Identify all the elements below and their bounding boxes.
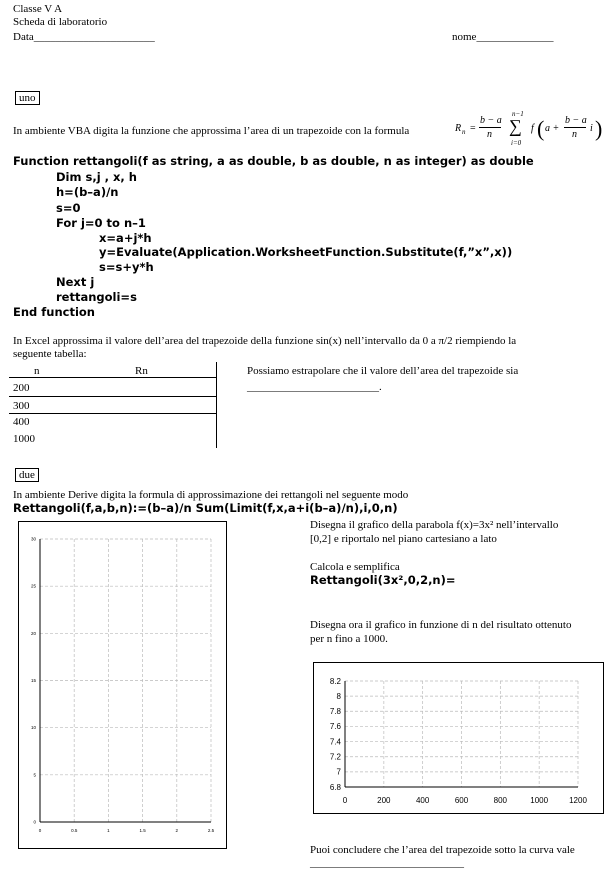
calcola-formula: Rettangoli(3x²,0,2,n)=: [310, 573, 456, 587]
code-line: End function: [13, 305, 95, 319]
parabola-chart-x-tick-label: 1: [107, 828, 110, 833]
parabola-chart-x-tick-label: 2.5: [207, 828, 215, 833]
vba-intro: In ambiente VBA digita la funzione che approssima l’area di un trapezoide con la formula: [13, 125, 410, 137]
name-field: nome______________: [452, 31, 554, 43]
parabola-chart-x-tick-label: 0.5: [71, 828, 78, 833]
code-line: Function rettangoli(f as string, a as double, b as double, n as integer) as double: [13, 154, 534, 168]
code-line: rettangoli=s: [56, 290, 137, 304]
extrapolate-text: Possiamo estrapolare che il valore dell’area del trapezoide sia: [247, 365, 519, 377]
excel-instruction: In Excel approssima il valore dell’area del trapezoide della funzione sin(x) nell’intervallo da 0 a π/2 riempiendo la: [13, 335, 517, 347]
derive-intro: In ambiente Derive digita la formula di approssimazione dei rettangoli nel seguente modo: [13, 489, 409, 501]
table-header-rn: Rn: [135, 365, 148, 377]
code-line: h=(b–a)/n: [56, 185, 119, 199]
date-field: Data______________________: [13, 31, 155, 43]
convergence-chart-x-tick-label: 400: [415, 796, 430, 805]
parabola-chart-y-tick-label: 25: [30, 583, 36, 589]
table-row-n: 200: [13, 382, 30, 394]
excel-instruction-2: seguente tabella:: [13, 348, 87, 360]
parabola-chart-plot: [19, 522, 226, 848]
parabola-chart: [18, 521, 227, 849]
parabola-chart-x-tick-label: 1.5: [139, 828, 146, 833]
pi-half: π/2: [438, 335, 453, 347]
code-line: x=a+j*h: [99, 231, 152, 245]
parabola-chart-y-tick-label: 15: [30, 678, 36, 684]
worksheet-title: Scheda di laboratorio: [13, 16, 108, 28]
convergence-chart-x-tick-label: 200: [377, 796, 391, 805]
code-line: s=s+y*h: [99, 260, 154, 274]
table-row-n: 1000: [13, 433, 35, 445]
code-line: y=Evaluate(Application.WorksheetFunction.Substitute(f,”x”,x)): [99, 245, 513, 259]
table-header-n: n: [34, 365, 40, 377]
parabola-instruction-2: [0,2] e riportalo nel piano cartesiano a lato: [310, 533, 497, 545]
table-row-n: 300: [13, 400, 30, 412]
derive-formula: Rettangoli(f,a,b,n):=(b–a)/n Sum(Limit(f,x,a+i(b–a)/n),i,0,n): [13, 501, 398, 515]
class-label: Classe V A: [13, 3, 63, 15]
code-line: Dim s,j , x, h: [56, 170, 137, 184]
table-row-n: 400: [13, 416, 30, 428]
extrapolate-answer-line: ________________________.: [247, 381, 382, 393]
parabola-chart-x-tick-label: 2: [175, 828, 179, 833]
graph-n-instruction: Disegna ora il grafico in funzione di n del risultato ottenuto: [310, 619, 572, 631]
code-line: For j=0 to n–1: [56, 216, 146, 230]
convergence-chart-x-tick-label: 1200: [569, 796, 587, 805]
convergence-chart-y-tick-label: 7.8: [329, 707, 341, 717]
parabola-chart-y-tick-label: 20: [30, 630, 36, 636]
convergence-chart: [313, 662, 604, 814]
convergence-chart-x-tick-label: 800: [493, 796, 508, 805]
convergence-chart-y-tick-label: 7.4: [329, 737, 341, 747]
calcola-label: Calcola e semplifica: [310, 561, 400, 573]
convergence-chart-x-tick-label: 600: [454, 796, 469, 805]
parabola-chart-y-tick-label: 10: [30, 725, 36, 731]
parabola-chart-y-tick-label: 0: [33, 819, 36, 825]
convergence-chart-y-tick-label: 8: [336, 691, 341, 701]
rn-formula: R n = b − a n n−1 ∑ i=0 f ( a + b − a n i ): [455, 110, 603, 147]
convergence-chart-x-tick-label: 1000: [530, 796, 549, 805]
code-line: Next j: [56, 275, 95, 289]
conclusion-answer-line: ____________________________: [310, 857, 464, 869]
parabola-instruction: Disegna il grafico della parabola f(x)=3x² nell’intervallo: [310, 519, 559, 531]
parabola-chart-x-tick-label: 0: [38, 828, 42, 833]
convergence-chart-x-tick-label: 0: [342, 796, 348, 805]
convergence-chart-y-tick-label: 7.2: [329, 752, 341, 762]
convergence-chart-y-tick-label: 7.6: [329, 722, 341, 732]
section-badge-due: due: [15, 468, 39, 482]
conclusion-text: Puoi concludere che l’area del trapezoide sotto la curva vale: [310, 844, 575, 856]
convergence-chart-y-tick-label: 8.2: [329, 676, 341, 686]
parabola-chart-y-tick-label: 5: [33, 772, 36, 778]
convergence-chart-y-tick-label: 7: [336, 767, 341, 777]
parabola-chart-y-tick-label: 30: [30, 536, 36, 542]
convergence-chart-y-tick-label: 6.8: [329, 782, 341, 792]
code-line: s=0: [56, 201, 81, 215]
section-badge-uno: uno: [15, 91, 40, 105]
convergence-chart-plot: [314, 663, 603, 813]
graph-n-instruction-2: per n fino a 1000.: [310, 633, 388, 645]
